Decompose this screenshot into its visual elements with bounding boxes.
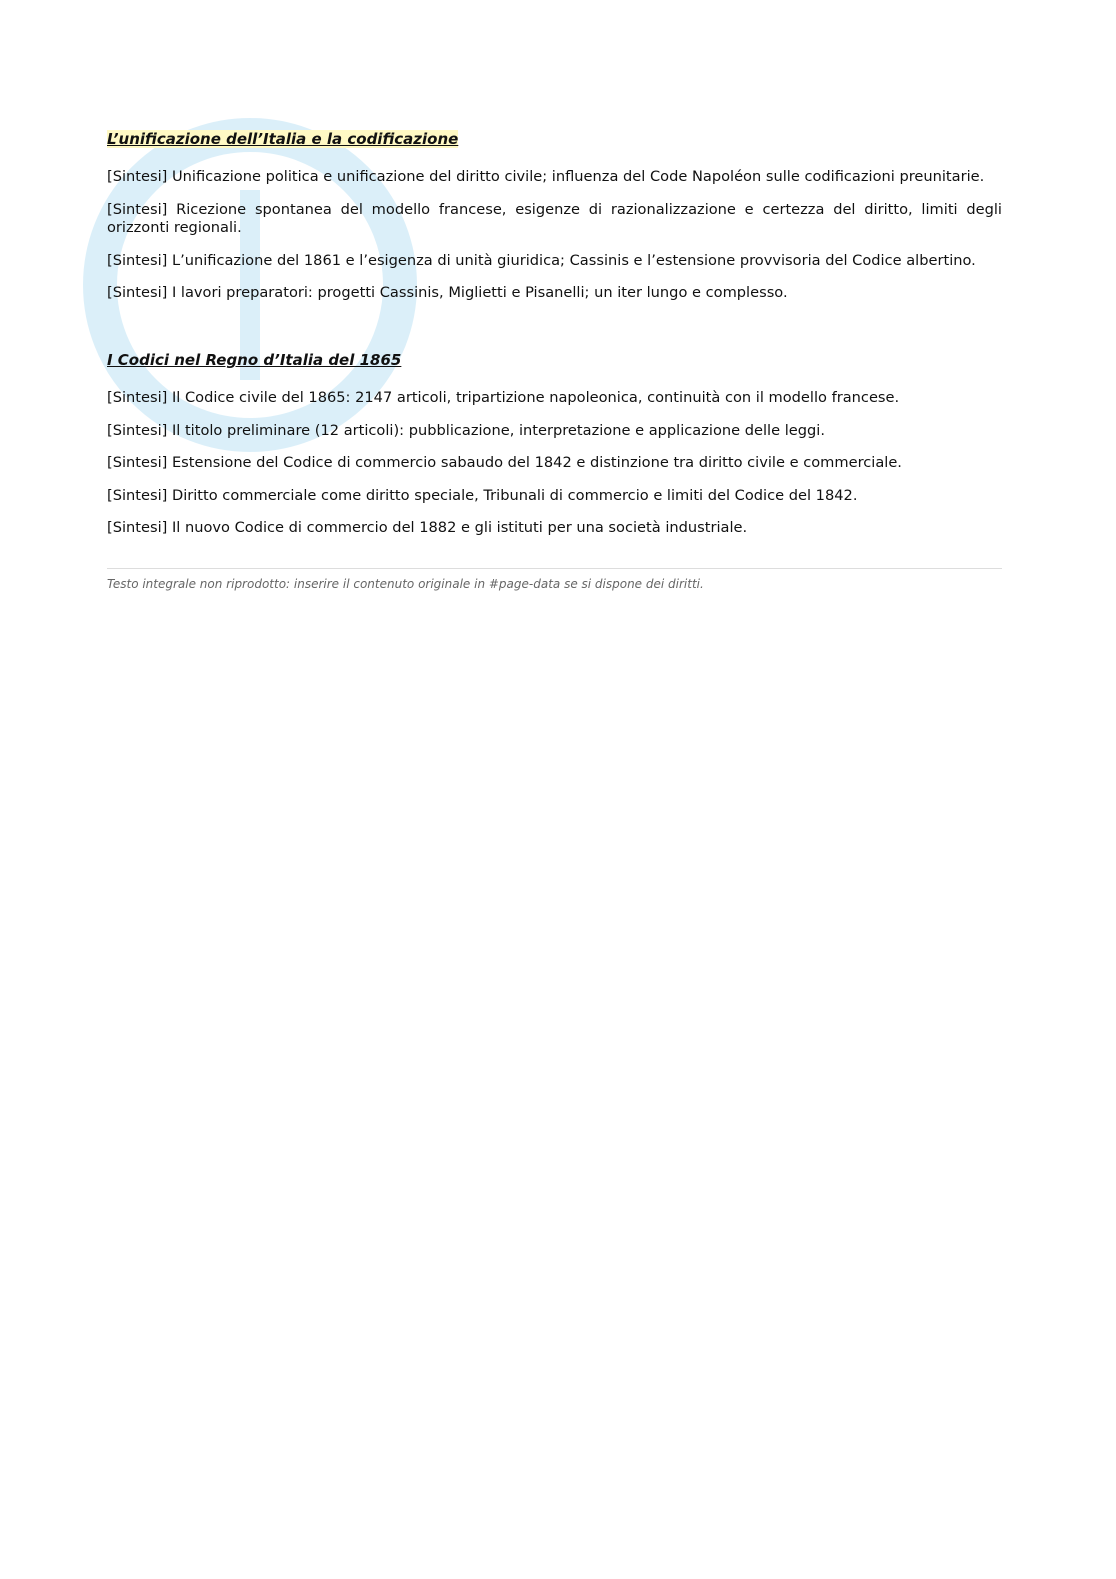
section-unificazione	[107, 128, 1002, 303]
section-title-text: L’unificazione dell’Italia e la codificazione	[107, 130, 459, 148]
paragraph: [Sintesi] Il Codice civile del 1865: 2147 articoli, tripartizione napoleonica, continuità con il modello francese.	[107, 388, 900, 406]
paragraph: [Sintesi] Estensione del Codice di commercio sabaudo del 1842 e distinzione tra diritto civile e commerciale.	[107, 454, 902, 472]
paragraph: [Sintesi] Ricezione spontanea del modello francese, esigenze di razionalizzazione e certezza del diritto, limiti degli orizzonti regionali.	[107, 200, 1002, 237]
paragraph: [Sintesi] Unificazione politica e unificazione del diritto civile; influenza del Code Napoléon sulle codificazioni preunitarie.	[107, 168, 985, 185]
transcription-note: Testo integrale non riprodotto: inserire il contenuto originale in #page-data se si dispone dei diritti.	[107, 568, 1002, 591]
section-title	[107, 128, 1002, 150]
document-page	[107, 128, 1002, 591]
paragraph: [Sintesi] Il nuovo Codice di commercio del 1882 e gli istituti per una società industriale.	[107, 519, 748, 537]
section-codici-1865	[107, 349, 1002, 538]
paragraph: [Sintesi] I lavori preparatori: progetti Cassinis, Miglietti e Pisanelli; un iter lungo e complesso.	[107, 284, 788, 302]
paragraph: [Sintesi] L’unificazione del 1861 e l’esigenza di unità giuridica; Cassinis e l’estensione provvisoria del Codice albertino.	[107, 251, 976, 269]
paragraph: [Sintesi] Il titolo preliminare (12 articoli): pubblicazione, interpretazione e applicazione delle leggi.	[107, 421, 825, 439]
paragraph: [Sintesi] Diritto commerciale come diritto speciale, Tribunali di commercio e limiti del Codice del 1842.	[107, 486, 858, 504]
section-title: I Codici nel Regno d’Italia del 1865	[107, 350, 402, 369]
